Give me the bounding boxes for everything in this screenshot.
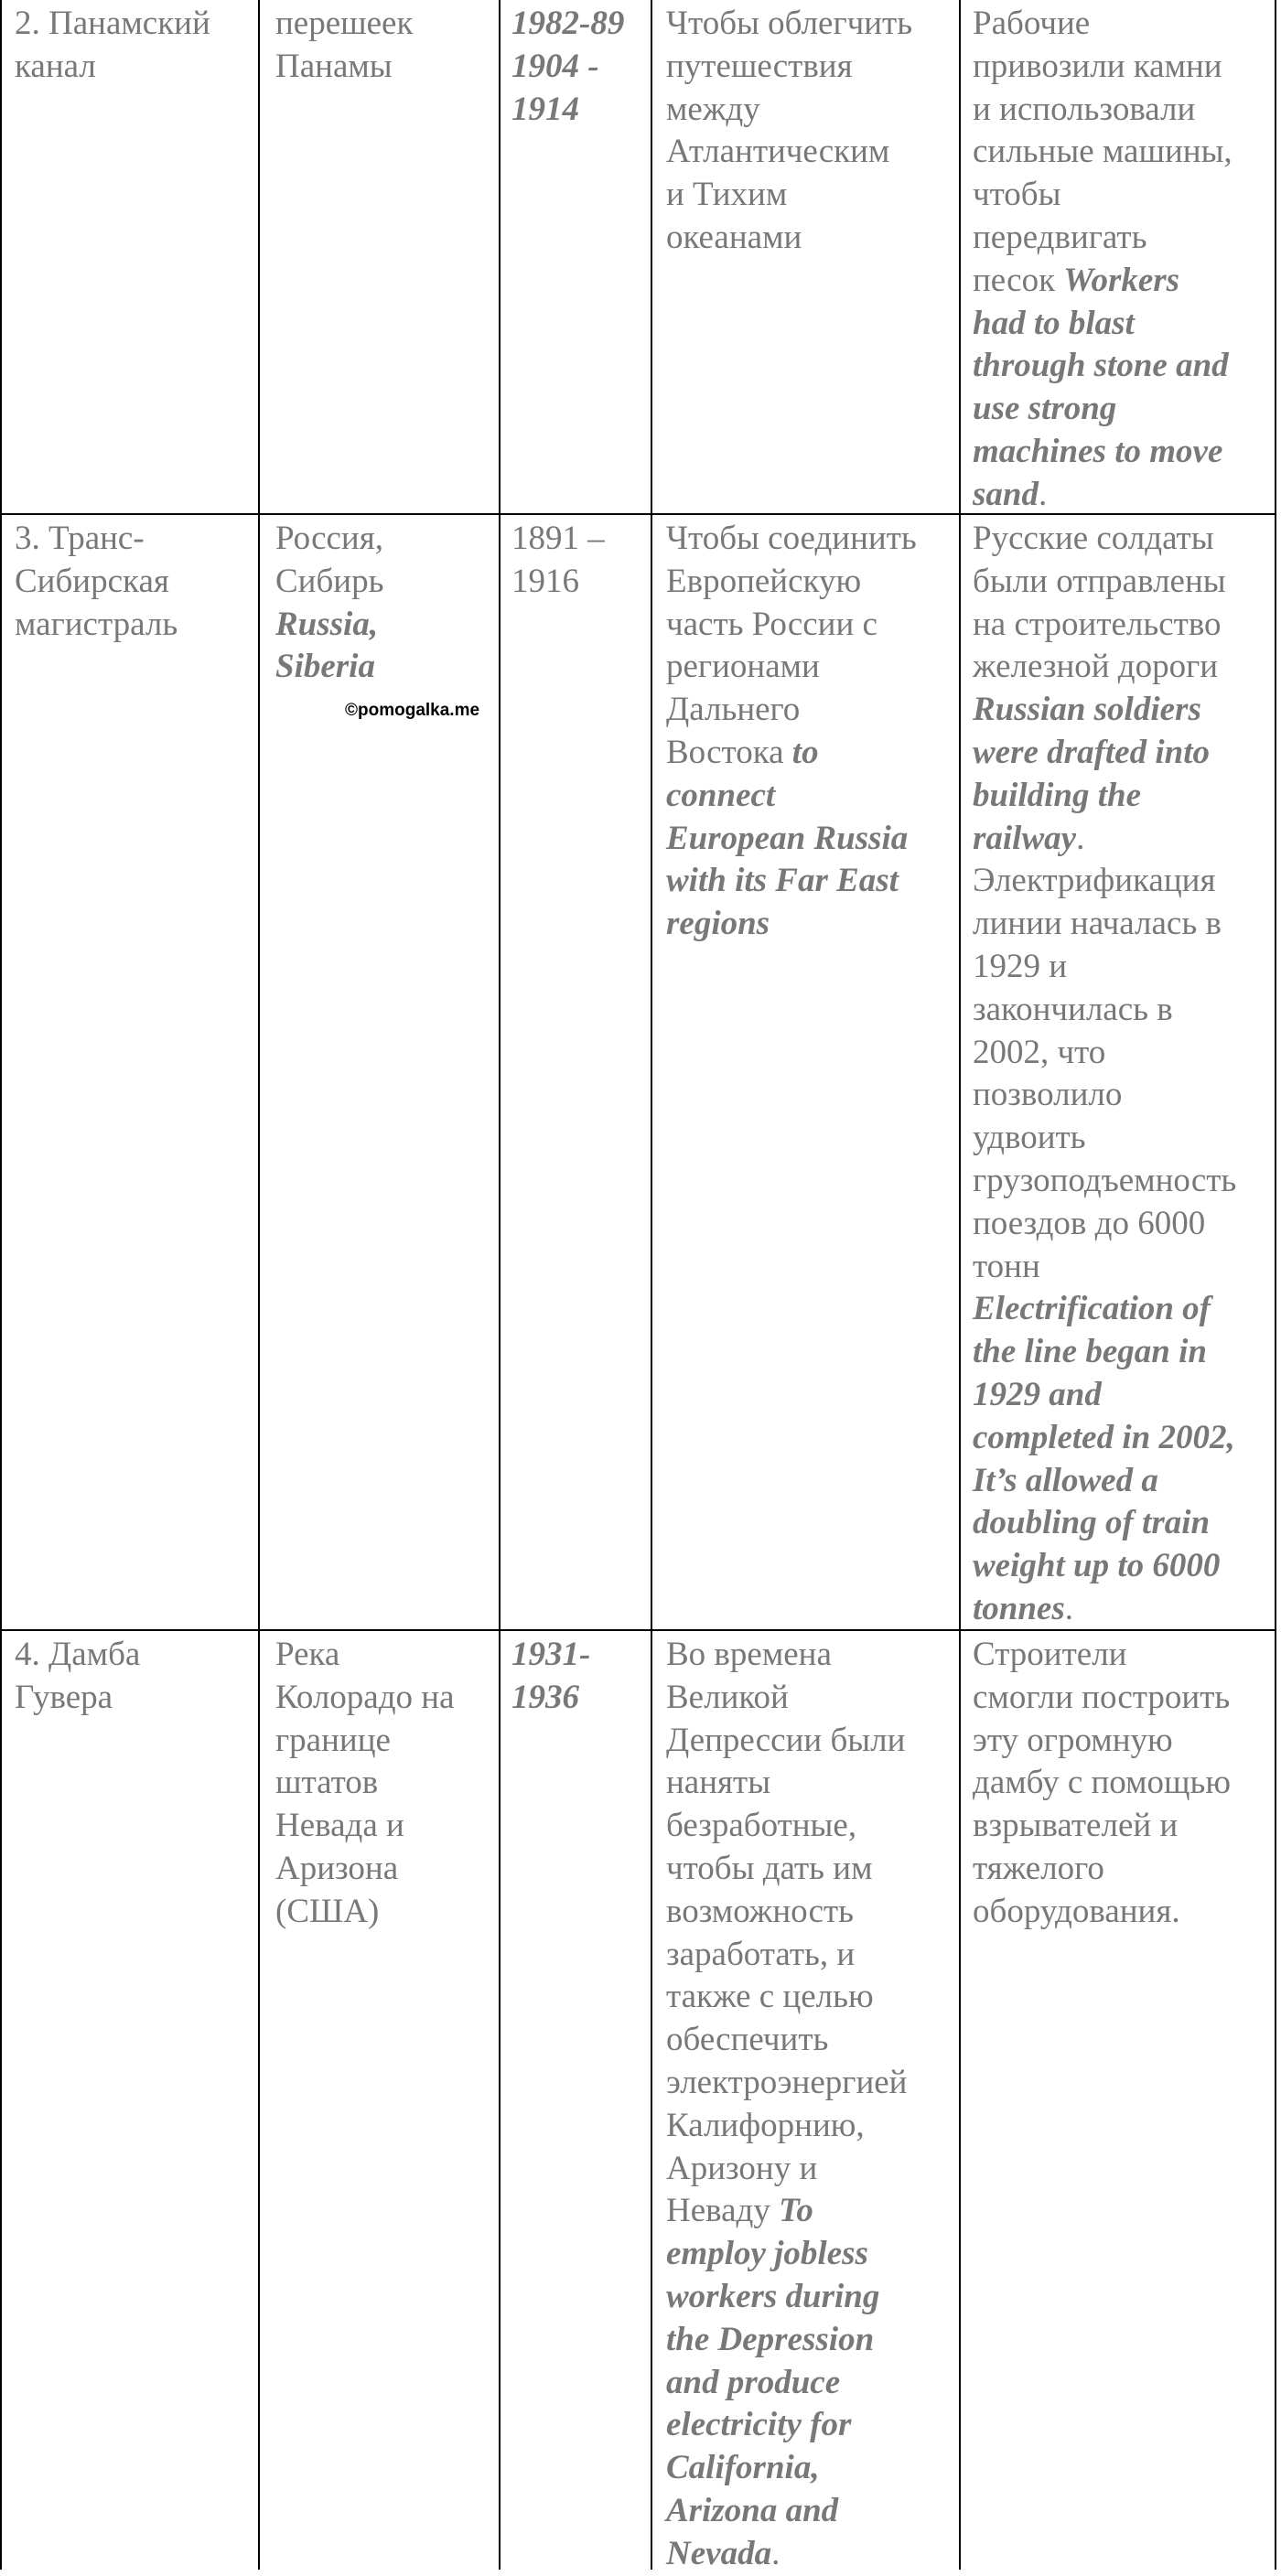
english-translation-text: Workers xyxy=(1063,261,1180,299)
cell-text: Во времена xyxy=(666,1636,832,1673)
english-translation-text: completed in 2002, xyxy=(973,1418,1235,1456)
cell-line xyxy=(666,1762,907,1805)
cell-line xyxy=(666,1634,907,1677)
row-panama-name xyxy=(15,3,210,89)
cell-line xyxy=(973,1502,1236,1545)
row-panama-details xyxy=(973,3,1233,517)
english-translation-text: California, xyxy=(666,2449,820,2487)
cell-line xyxy=(973,1417,1236,1460)
cell-text: Востока xyxy=(666,733,792,771)
cell-line xyxy=(973,345,1233,388)
cell-text: песок xyxy=(973,261,1064,299)
cell-text: обеспечить xyxy=(666,2021,829,2059)
english-translation-text: Russia, xyxy=(275,605,379,643)
english-translation-text: the line began in xyxy=(973,1333,1207,1371)
cell-text: Чтобы соединить xyxy=(666,520,917,557)
cell-line xyxy=(666,1720,907,1763)
cell-text: также с целью xyxy=(666,1978,874,2016)
cell-line xyxy=(973,3,1233,46)
cell-line xyxy=(275,1720,455,1763)
cell-line xyxy=(511,89,624,132)
english-translation-text: use strong xyxy=(973,390,1117,428)
cell-text: поездов до 6000 xyxy=(973,1204,1206,1242)
row-hoover-details xyxy=(973,1634,1231,1934)
cell-line xyxy=(973,474,1233,517)
cell-text: Сибирь xyxy=(275,562,384,600)
cell-text: . xyxy=(1076,819,1085,857)
cell-line xyxy=(973,131,1233,174)
cell-text: Сибирская xyxy=(15,562,169,600)
cell-text: на строительство xyxy=(973,605,1222,643)
cell-line xyxy=(275,1848,455,1891)
cell-line xyxy=(666,689,917,732)
cell-line xyxy=(275,518,383,561)
english-translation-text: 1931- xyxy=(511,1636,591,1673)
cell-text: . xyxy=(1038,475,1048,513)
cell-line xyxy=(275,46,413,89)
cell-line xyxy=(666,2276,907,2319)
english-translation-text: To xyxy=(779,2192,813,2230)
cell-line xyxy=(666,217,912,260)
cell-text: (США) xyxy=(275,1892,380,1930)
row-transsib-dates xyxy=(511,518,605,604)
cell-text: Европейскую xyxy=(666,562,862,600)
cell-line xyxy=(15,1634,140,1677)
cell-line xyxy=(275,646,383,689)
row-hoover-location xyxy=(275,1634,455,1934)
cell-line xyxy=(275,1891,455,1934)
cell-line xyxy=(511,1634,590,1677)
cell-line xyxy=(666,2190,907,2233)
cell-line xyxy=(275,1762,455,1805)
english-translation-text: Arizona and xyxy=(666,2491,839,2529)
cell-line xyxy=(511,518,605,561)
cell-text: закончилась в xyxy=(973,990,1173,1028)
cell-line xyxy=(973,1762,1231,1805)
cell-line xyxy=(973,1246,1236,1289)
cell-text: Строители xyxy=(973,1636,1127,1673)
cell-line xyxy=(666,2447,907,2490)
table-border-right xyxy=(1275,0,1276,2570)
cell-line xyxy=(275,1677,455,1720)
column-divider-2 xyxy=(499,0,501,2570)
cell-line xyxy=(973,1677,1231,1720)
cell-line xyxy=(973,775,1236,818)
cell-text: чтобы дать им xyxy=(666,1849,873,1887)
cell-line xyxy=(666,2490,907,2533)
cell-text: Великой xyxy=(666,1678,789,1716)
cell-line xyxy=(973,1460,1236,1503)
cell-text: Россия, xyxy=(275,520,383,557)
cell-line xyxy=(666,46,912,89)
cell-line xyxy=(511,561,605,604)
cell-line xyxy=(666,732,917,775)
cell-text: между xyxy=(666,90,760,128)
cell-line xyxy=(973,646,1236,689)
row-transsib-name xyxy=(15,518,178,646)
cell-line xyxy=(666,1934,907,1977)
english-translation-text: railway xyxy=(973,819,1077,857)
english-translation-text: weight up to 6000 xyxy=(973,1547,1221,1585)
column-divider-1 xyxy=(258,0,260,2570)
cell-text: 3. Транс- xyxy=(15,520,145,557)
cell-line xyxy=(15,561,178,604)
cell-line xyxy=(666,818,917,861)
cell-line xyxy=(973,518,1236,561)
cell-text: Депрессии были xyxy=(666,1721,906,1759)
cell-line xyxy=(666,2319,907,2362)
cell-text: 4. Дамба xyxy=(15,1636,141,1673)
cell-text: были отправлены xyxy=(973,562,1226,600)
cell-text: чтобы xyxy=(973,176,1061,214)
cell-text: . xyxy=(1064,1589,1074,1627)
cell-line xyxy=(666,604,917,647)
english-translation-text: the Depression xyxy=(666,2320,875,2358)
cell-line xyxy=(973,860,1236,903)
english-translation-text: 1929 and xyxy=(973,1375,1102,1413)
cell-text: взрывателей и xyxy=(973,1807,1179,1845)
cell-text: Калифорнию, xyxy=(666,2106,865,2144)
cell-text: часть России с xyxy=(666,605,877,643)
cell-line xyxy=(666,1848,907,1891)
cell-text: электроэнергией xyxy=(666,2063,908,2101)
cell-text: канал xyxy=(15,47,96,85)
cell-line xyxy=(973,1074,1236,1117)
english-translation-text: 1982-89 xyxy=(511,5,625,42)
cell-line xyxy=(973,1331,1236,1374)
cell-text: эту огромную xyxy=(973,1721,1173,1759)
cell-line xyxy=(666,903,917,946)
cell-line xyxy=(666,1976,907,2019)
cell-line xyxy=(15,1677,140,1720)
cell-line xyxy=(666,174,912,217)
cell-text: Невада и xyxy=(275,1807,404,1845)
cell-text: 1916 xyxy=(511,562,579,600)
cell-line xyxy=(275,1634,455,1677)
cell-line xyxy=(666,1805,907,1848)
cell-line xyxy=(973,1117,1236,1160)
cell-text: Неваду xyxy=(666,2192,780,2230)
cell-text: . xyxy=(771,2534,780,2572)
column-divider-3 xyxy=(651,0,652,2570)
cell-text: путешествия xyxy=(666,47,853,85)
cell-line xyxy=(15,604,178,647)
cell-text: 1891 – xyxy=(511,520,605,557)
cell-line xyxy=(973,1805,1231,1848)
cell-line xyxy=(973,89,1233,132)
row-transsib-location xyxy=(275,518,383,689)
cell-text: наняты xyxy=(666,1764,771,1802)
cell-text: сильные машины, xyxy=(973,133,1233,171)
cell-text: Колорадо на xyxy=(275,1678,455,1716)
english-translation-text: were drafted into xyxy=(973,733,1210,771)
cell-line xyxy=(666,89,912,132)
cell-line xyxy=(973,561,1236,604)
cell-line xyxy=(666,2105,907,2148)
english-translation-text: European Russia xyxy=(666,819,909,857)
cell-text: штатов xyxy=(275,1764,379,1802)
english-translation-text: and produce xyxy=(666,2363,841,2401)
cell-line xyxy=(666,2148,907,2191)
cell-text: Рабочие xyxy=(973,5,1091,42)
cell-line xyxy=(973,1588,1236,1631)
english-translation-text: It’s allowed a xyxy=(973,1461,1158,1499)
cell-text: границе xyxy=(275,1721,391,1759)
english-translation-text: to xyxy=(791,733,819,771)
cell-text: Панамы xyxy=(275,47,393,85)
cell-line xyxy=(973,689,1236,732)
cell-text: возможность xyxy=(666,1892,855,1930)
table-border-left xyxy=(0,0,2,2570)
english-translation-text: electricity for xyxy=(666,2406,852,2444)
cell-text: Атлантическим xyxy=(666,133,890,171)
row-transsib-purpose xyxy=(666,518,917,946)
cell-text: перешеек xyxy=(275,5,414,42)
cell-text: Река xyxy=(275,1636,340,1673)
cell-line xyxy=(666,2362,907,2405)
cell-text: Аризона xyxy=(275,1849,399,1887)
cell-line xyxy=(666,1677,907,1720)
cell-line xyxy=(973,388,1233,431)
cell-line xyxy=(666,2062,907,2105)
cell-line xyxy=(973,1634,1231,1677)
cell-text: 1929 и xyxy=(973,947,1068,985)
cell-line xyxy=(666,518,917,561)
cell-text: магистраль xyxy=(15,605,178,643)
english-translation-text: connect xyxy=(666,776,776,814)
english-translation-text: had to blast xyxy=(973,304,1135,342)
cell-line xyxy=(666,2404,907,2447)
cell-line xyxy=(666,1891,907,1934)
cell-line xyxy=(15,3,210,46)
cell-text: тонн xyxy=(973,1247,1040,1285)
cell-line xyxy=(15,518,178,561)
watermark: ©pomogalka.me xyxy=(345,701,480,720)
english-translation-text: through stone and xyxy=(973,347,1229,385)
cell-text: удвоить xyxy=(973,1119,1086,1157)
cell-text: передвигать xyxy=(973,218,1147,256)
english-translation-text: 1914 xyxy=(511,90,579,128)
cell-line xyxy=(666,561,917,604)
cell-line xyxy=(973,989,1236,1032)
english-translation-text: regions xyxy=(666,905,770,943)
cell-line xyxy=(666,775,917,818)
cell-text: 2002, что xyxy=(973,1033,1106,1071)
cell-text: смогли построить xyxy=(973,1678,1231,1716)
cell-text: 2. Панамский xyxy=(15,5,210,42)
english-translation-text: sand xyxy=(973,475,1039,513)
cell-text: Гувера xyxy=(15,1678,113,1716)
cell-line xyxy=(275,3,413,46)
cell-line xyxy=(973,303,1233,346)
cell-text: Русские солдаты xyxy=(973,520,1214,557)
cell-text: Аризону и xyxy=(666,2149,818,2187)
cell-line xyxy=(666,646,917,689)
english-translation-text: 1936 xyxy=(511,1678,579,1716)
cell-line xyxy=(973,1203,1236,1246)
cell-line xyxy=(973,604,1236,647)
column-divider-4 xyxy=(959,0,961,2570)
row-hoover-dates xyxy=(511,1634,590,1720)
english-translation-text: Siberia xyxy=(275,648,375,686)
cell-line xyxy=(275,561,383,604)
cell-line xyxy=(666,860,917,903)
cell-line xyxy=(973,174,1233,217)
cell-line xyxy=(973,1720,1231,1763)
cell-line xyxy=(973,46,1233,89)
english-translation-text: Russian soldiers xyxy=(973,691,1201,729)
cell-line xyxy=(973,903,1236,946)
cell-text: привозили камни xyxy=(973,47,1222,85)
english-translation-text: workers during xyxy=(666,2277,880,2315)
cell-line xyxy=(666,2233,907,2276)
cell-line xyxy=(275,1805,455,1848)
cell-line xyxy=(973,1891,1231,1934)
cell-line xyxy=(973,1288,1236,1331)
cell-text: дамбу с помощью xyxy=(973,1764,1232,1802)
cell-text: Дальнего xyxy=(666,691,801,729)
cell-text: грузоподъемность xyxy=(973,1161,1237,1199)
english-translation-text: machines to move xyxy=(973,432,1223,470)
cell-line xyxy=(275,604,383,647)
cell-line xyxy=(973,1160,1236,1203)
row-transsib-details xyxy=(973,518,1236,1631)
cell-line xyxy=(973,260,1233,303)
cell-line xyxy=(973,818,1236,861)
cell-text: регионами xyxy=(666,648,820,686)
cell-line xyxy=(511,3,624,46)
cell-text: Чтобы облегчить xyxy=(666,5,913,42)
english-translation-text: tonnes xyxy=(973,1589,1065,1627)
cell-line xyxy=(973,946,1236,989)
english-translation-text: 1904 - xyxy=(511,47,599,85)
cell-line xyxy=(15,46,210,89)
cell-line xyxy=(973,1032,1236,1075)
row-panama-purpose xyxy=(666,3,912,260)
cell-line xyxy=(973,431,1233,474)
english-translation-text: Electrification of xyxy=(973,1290,1211,1328)
cell-line xyxy=(511,46,624,89)
english-translation-text: building the xyxy=(973,776,1142,814)
row-hoover-name xyxy=(15,1634,140,1720)
cell-text: линии началась в xyxy=(973,905,1222,943)
row-panama-dates xyxy=(511,3,624,131)
english-translation-text: employ jobless xyxy=(666,2235,868,2273)
cell-text: безработные, xyxy=(666,1807,857,1845)
cell-text: позволило xyxy=(973,1076,1123,1114)
cell-text: заработать, и xyxy=(666,1935,856,1973)
cell-line xyxy=(666,2019,907,2062)
english-translation-text: with its Far East xyxy=(666,862,899,900)
cell-line xyxy=(973,1848,1231,1891)
cell-line xyxy=(973,1374,1236,1417)
cell-line xyxy=(666,131,912,174)
row-hoover-purpose xyxy=(666,1634,907,2576)
cell-text: и Тихим xyxy=(666,176,788,214)
cell-text: океанами xyxy=(666,218,802,256)
cell-text: и использовали xyxy=(973,90,1196,128)
cell-line xyxy=(973,732,1236,775)
cell-text: Электрификация xyxy=(973,862,1216,900)
cell-line xyxy=(666,3,912,46)
cell-text: тяжелого xyxy=(973,1849,1104,1887)
english-translation-text: doubling of train xyxy=(973,1504,1211,1542)
cell-text: железной дороги xyxy=(973,648,1219,686)
row-panama-location xyxy=(275,3,413,89)
english-translation-text: Nevada xyxy=(666,2534,772,2572)
cell-text: оборудования. xyxy=(973,1892,1180,1930)
cell-line xyxy=(511,1677,590,1720)
cell-line xyxy=(973,217,1233,260)
cell-line xyxy=(973,1545,1236,1588)
